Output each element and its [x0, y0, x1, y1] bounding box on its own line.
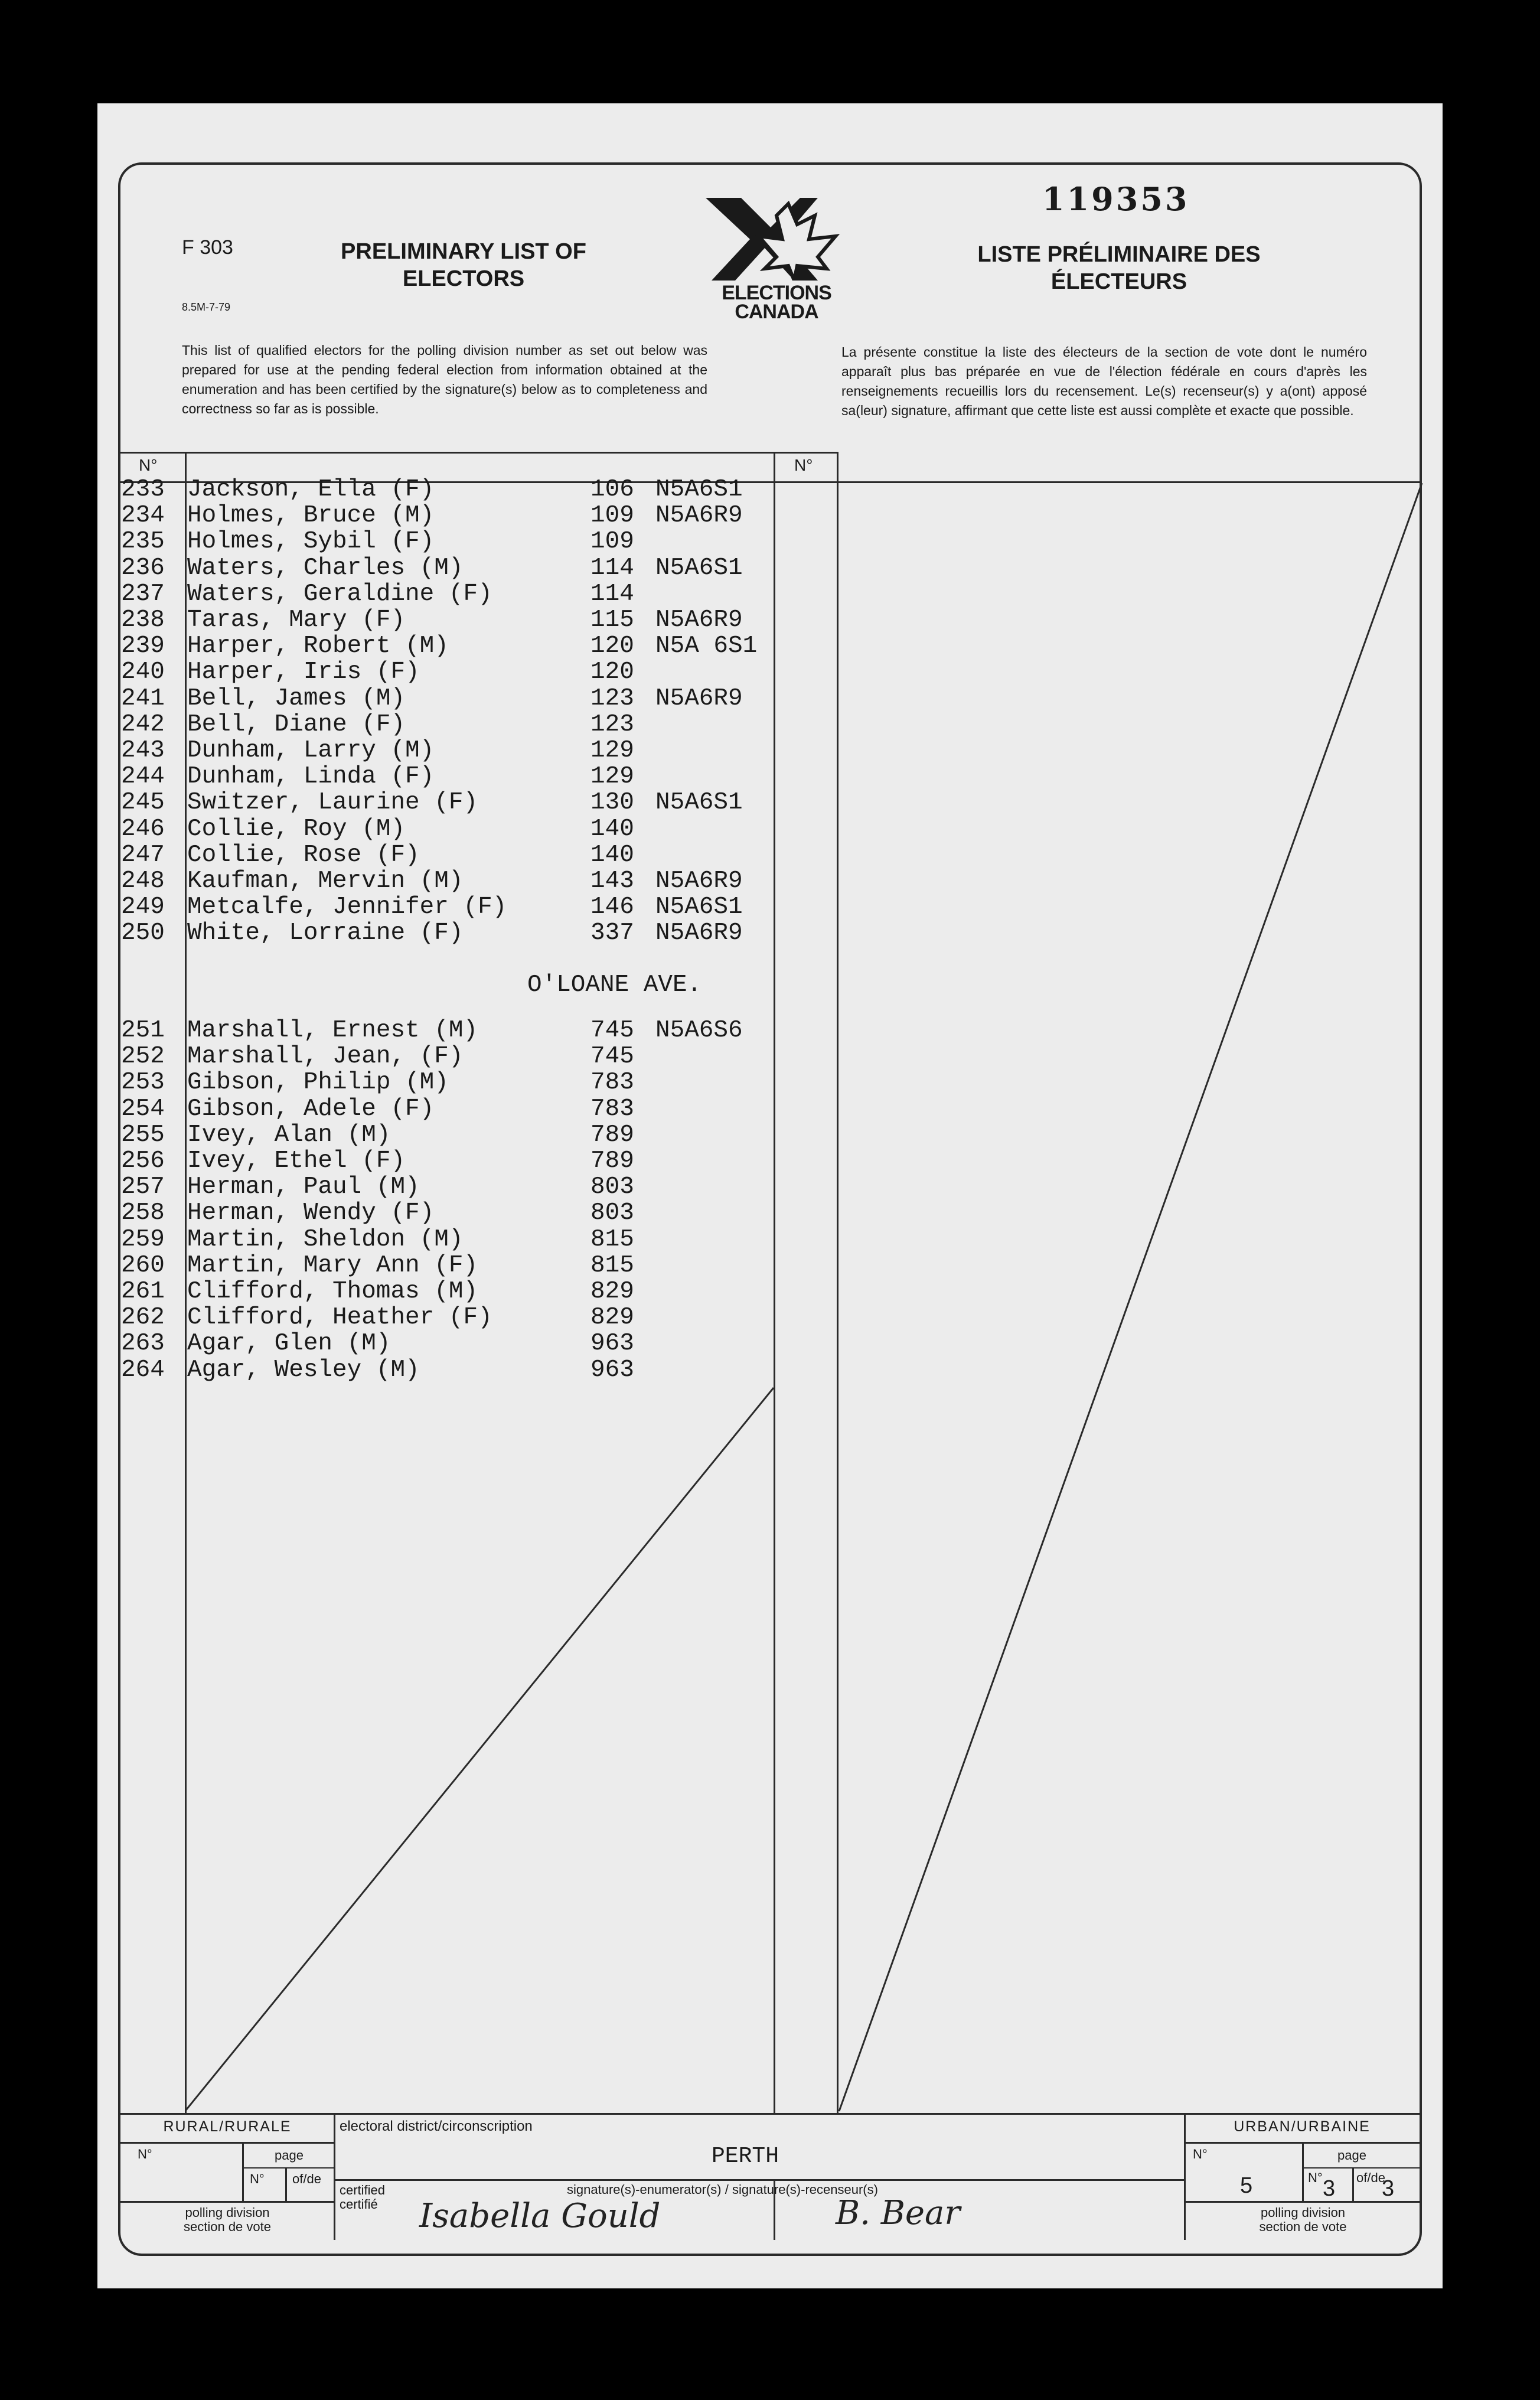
- elector-number: 254: [121, 1095, 165, 1123]
- elector-name: Holmes, Sybil (F): [187, 528, 435, 556]
- rural-of-label: of/de: [292, 2171, 321, 2186]
- elector-postal-code: N5A6R9: [655, 868, 743, 895]
- elector-postal-code: N5A6S1: [655, 554, 743, 582]
- elector-address: 120: [590, 632, 634, 660]
- elector-address: 963: [590, 1356, 634, 1384]
- elector-address: 114: [590, 580, 634, 608]
- elector-address: 815: [590, 1225, 634, 1253]
- elector-postal-code: N5A6R9: [655, 502, 743, 530]
- elector-address: 783: [590, 1095, 634, 1123]
- elector-address: 829: [590, 1278, 634, 1305]
- elector-address: 129: [590, 763, 634, 791]
- elector-number: 243: [121, 737, 165, 764]
- intro-english: This list of qualified electors for the polling division number as set out below was prepared for use at the pending federal election from information obtained at the enumeration and has been certified by the signature(s) below as to completeness and correctness so far as is possible.: [182, 343, 707, 416]
- elector-name: Dunham, Larry (M): [187, 737, 435, 764]
- elector-postal-code: N5A6R9: [655, 684, 743, 712]
- elector-address: 115: [590, 606, 634, 634]
- elector-number: 236: [121, 554, 165, 582]
- district-rule: [334, 2179, 1184, 2181]
- elector-name: Waters, Geraldine (F): [187, 580, 492, 608]
- rural-page-label: page: [275, 2148, 304, 2163]
- elector-name: Metcalfe, Jennifer (F): [187, 894, 507, 921]
- elector-postal-code: N5A6R9: [655, 919, 743, 947]
- elector-name: Gibson, Adele (F): [187, 1095, 435, 1123]
- title-french: LISTE PRÉLIMINAIRE DES ÉLECTEURS: [977, 242, 1261, 294]
- elector-name: Ivey, Ethel (F): [187, 1147, 406, 1175]
- elector-number: 234: [121, 502, 165, 530]
- urban-of-label: of/de: [1356, 2170, 1385, 2185]
- elector-number: 246: [121, 815, 165, 843]
- elector-name: Collie, Rose (F): [187, 841, 420, 869]
- elector-number: 257: [121, 1173, 165, 1201]
- urban-page-label: page: [1337, 2148, 1366, 2163]
- elector-address: 829: [590, 1304, 634, 1332]
- elector-address: 815: [590, 1251, 634, 1279]
- elector-name: Collie, Roy (M): [187, 815, 406, 843]
- elector-number: 249: [121, 894, 165, 921]
- elector-number: 259: [121, 1225, 165, 1253]
- elector-name: Martin, Mary Ann (F): [187, 1251, 478, 1279]
- elector-name: White, Lorraine (F): [187, 919, 464, 947]
- logo-text: ELECTIONS CANADA: [722, 282, 831, 323]
- urban-no-value: 5: [1240, 2173, 1253, 2198]
- elector-address: 123: [590, 684, 634, 712]
- elector-name: Gibson, Philip (M): [187, 1069, 449, 1097]
- rural-bottom-rule: [118, 2201, 334, 2203]
- elector-name: Harper, Iris (F): [187, 658, 420, 686]
- elector-name: Holmes, Bruce (M): [187, 502, 435, 530]
- urban-page-no-label: N°: [1308, 2170, 1323, 2185]
- elector-address: 106: [590, 476, 634, 503]
- elector-number: 258: [121, 1199, 165, 1227]
- urban-no-label: N°: [1193, 2147, 1208, 2161]
- street-heading: O'LOANE AVE.: [527, 971, 702, 999]
- elector-address: 745: [590, 1017, 634, 1044]
- elector-number: 253: [121, 1069, 165, 1097]
- elector-address: 745: [590, 1043, 634, 1071]
- form-code: 8.5M-7-79: [182, 301, 231, 313]
- elector-number: 245: [121, 789, 165, 817]
- elector-postal-code: N5A6S1: [655, 789, 743, 817]
- elector-address: 140: [590, 841, 634, 869]
- elector-name: Dunham, Linda (F): [187, 763, 435, 791]
- elector-address: 120: [590, 658, 634, 686]
- elector-address: 963: [590, 1330, 634, 1358]
- signature-2: B. Bear: [836, 2194, 961, 2232]
- elector-name: Switzer, Laurine (F): [187, 789, 478, 817]
- elector-number: 242: [121, 710, 165, 738]
- elector-number: 233: [121, 476, 165, 503]
- form-sheet: [97, 103, 1443, 2288]
- elector-address: 123: [590, 710, 634, 738]
- elector-number: 247: [121, 841, 165, 869]
- footer-div-rural: [334, 2113, 335, 2240]
- elector-name: Herman, Wendy (F): [187, 1199, 435, 1227]
- rural-box-div2: [285, 2167, 287, 2201]
- elector-address: 783: [590, 1069, 634, 1097]
- elector-number: 248: [121, 868, 165, 895]
- elector-name: Bell, Diane (F): [187, 710, 406, 738]
- elector-postal-code: N5A6S6: [655, 1017, 743, 1044]
- rural-no-label: N°: [138, 2147, 152, 2161]
- rural-rule: [118, 2142, 334, 2144]
- signature-label: signature(s)-enumerator(s) / signature(s)-recenseur(s): [567, 2182, 878, 2197]
- elector-address: 109: [590, 502, 634, 530]
- intro-french: La présente constitue la liste des électeurs de la section de vote dont le numéro apparaît plus bas préparée en vue de l'élection fédérale en cours d'après les renseignements recueillis lors du recensement. Le(s) recenseur(s) y a(ont) apposé sa(leur) signature, affirmant que cette liste est aussi complète et exacte que possible.: [841, 344, 1367, 418]
- urban-box-div2: [1352, 2167, 1354, 2201]
- elector-name: Bell, James (M): [187, 684, 406, 712]
- elector-address: 146: [590, 894, 634, 921]
- elector-name: Marshall, Jean, (F): [187, 1043, 464, 1071]
- elector-name: Clifford, Thomas (M): [187, 1278, 478, 1305]
- rural-box-div1: [242, 2142, 244, 2201]
- elector-address: 803: [590, 1199, 634, 1227]
- serial-number: 119353: [1042, 180, 1190, 218]
- elector-address: 114: [590, 554, 634, 582]
- elector-postal-code: N5A6S1: [655, 894, 743, 921]
- elector-name: Taras, Mary (F): [187, 606, 406, 634]
- elector-number: 239: [121, 632, 165, 660]
- rural-label: RURAL/RURALE: [163, 2118, 292, 2135]
- col-no-header-right: N°: [794, 456, 813, 474]
- elector-number: 261: [121, 1278, 165, 1305]
- elector-name: Clifford, Heather (F): [187, 1304, 492, 1332]
- elector-name: Marshall, Ernest (M): [187, 1017, 478, 1044]
- urban-label: URBAN/URBAINE: [1234, 2118, 1371, 2135]
- elector-address: 803: [590, 1173, 634, 1201]
- district-value: PERTH: [712, 2144, 779, 2169]
- elector-address: 789: [590, 1147, 634, 1175]
- signature-1: Isabella Gould: [419, 2197, 661, 2235]
- elector-number: 262: [121, 1304, 165, 1332]
- title-english: PRELIMINARY LIST OF ELECTORS: [341, 239, 586, 291]
- elector-number: 240: [121, 658, 165, 686]
- rural-polling-label: polling division section de vote: [184, 2205, 271, 2234]
- elector-name: Harper, Robert (M): [187, 632, 449, 660]
- col-no-header-left: N°: [139, 456, 158, 474]
- elector-postal-code: N5A 6S1: [655, 632, 758, 660]
- elector-number: 244: [121, 763, 165, 791]
- cancel-lines: [97, 103, 1443, 2288]
- urban-box-div1: [1302, 2142, 1304, 2201]
- urban-page-value: 3: [1323, 2176, 1336, 2201]
- elector-number: 241: [121, 684, 165, 712]
- elector-name: Kaufman, Mervin (M): [187, 868, 464, 895]
- elector-name: Agar, Wesley (M): [187, 1356, 420, 1384]
- elector-address: 130: [590, 789, 634, 817]
- elector-name: Herman, Paul (M): [187, 1173, 420, 1201]
- footer-top-rule: [118, 2113, 1422, 2115]
- rural-box-rule: [242, 2167, 334, 2169]
- elector-address: 789: [590, 1121, 634, 1149]
- elector-number: 255: [121, 1121, 165, 1149]
- elector-address: 143: [590, 868, 634, 895]
- elector-postal-code: N5A6S1: [655, 476, 743, 503]
- elector-address: 129: [590, 737, 634, 764]
- elector-number: 235: [121, 528, 165, 556]
- elector-name: Ivey, Alan (M): [187, 1121, 391, 1149]
- elector-address: 140: [590, 815, 634, 843]
- elector-number: 250: [121, 919, 165, 947]
- district-label: electoral district/circonscription: [340, 2118, 533, 2134]
- certified-label: certified certifié: [340, 2183, 386, 2212]
- urban-polling-label: polling division section de vote: [1259, 2205, 1347, 2234]
- elector-address: 337: [590, 919, 634, 947]
- urban-box-rule: [1302, 2167, 1422, 2169]
- elector-postal-code: N5A6R9: [655, 606, 743, 634]
- elector-number: 263: [121, 1330, 165, 1358]
- elector-number: 237: [121, 580, 165, 608]
- elector-number: 260: [121, 1251, 165, 1279]
- elector-number: 264: [121, 1356, 165, 1384]
- elector-name: Martin, Sheldon (M): [187, 1225, 464, 1253]
- elector-number: 252: [121, 1043, 165, 1071]
- elector-name: Agar, Glen (M): [187, 1330, 391, 1358]
- elector-number: 251: [121, 1017, 165, 1044]
- urban-of-value: 3: [1382, 2176, 1395, 2201]
- rural-page-no-label: N°: [250, 2171, 265, 2186]
- elector-address: 109: [590, 528, 634, 556]
- form-number: F 303: [182, 236, 233, 259]
- elector-name: Waters, Charles (M): [187, 554, 464, 582]
- elector-number: 256: [121, 1147, 165, 1175]
- elector-name: Jackson, Ella (F): [187, 476, 435, 503]
- elector-number: 238: [121, 606, 165, 634]
